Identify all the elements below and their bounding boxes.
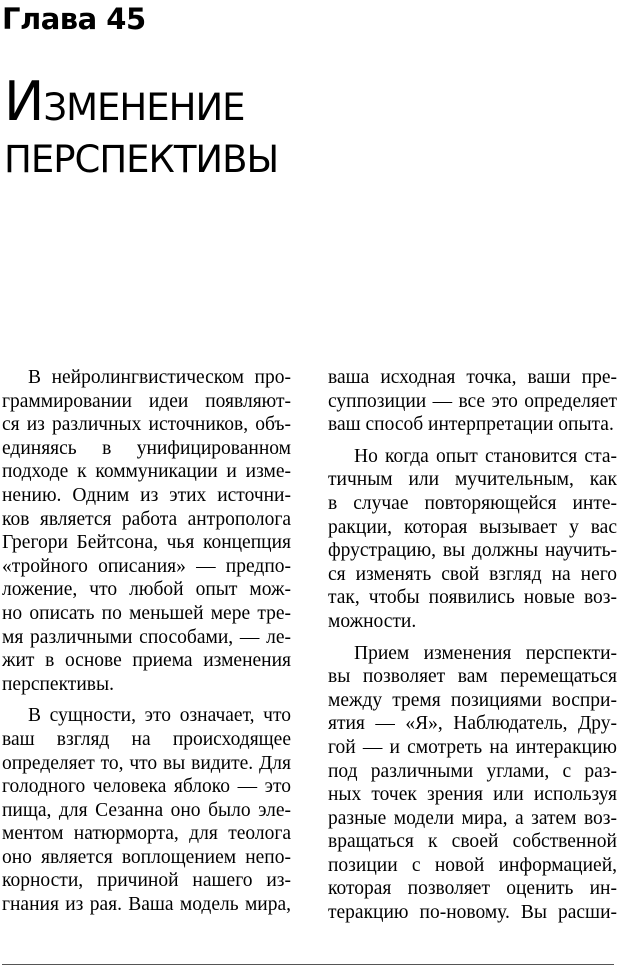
text-line: В нейролингвистическом про- — [28, 367, 291, 388]
text-line: но описать по меньшей мере тре- — [2, 602, 291, 624]
text-line: Прием изменения перспекти- — [354, 642, 617, 664]
text-line: ложение, что любой опыт мож- — [2, 579, 291, 601]
text-line: ных точек зрения или используя — [328, 784, 617, 806]
paragraph-gap — [328, 634, 617, 642]
text-line: ментом натюрморта, для теолога — [2, 823, 291, 845]
text-line: в случае повторяющейся инте- — [328, 492, 617, 514]
text-line: определяет то, что вы видите. Для — [2, 752, 291, 774]
text-line: жит в основе приема изменения — [2, 650, 291, 672]
text-line: фрустрацию, вы должны научить- — [328, 540, 617, 562]
text-line: позиции с новой информацией, — [328, 854, 617, 876]
text-line: нению. Одним из этих источни- — [2, 484, 291, 506]
text-line: ваш способ интерпретации опыта. — [328, 414, 614, 436]
text-line: которая позволяет оценить ин- — [328, 878, 617, 900]
paragraph-gap — [2, 696, 291, 704]
chapter-label: Глава 45 — [2, 2, 146, 36]
text-line: под различными углами, с раз- — [328, 760, 617, 782]
chapter-title — [4, 70, 614, 186]
text-line: голодного человека яблоко — это — [2, 776, 291, 798]
footer-rule — [2, 964, 614, 965]
text-line: перспективы. — [2, 673, 114, 695]
text-line: оно является воплощением непо- — [2, 846, 291, 868]
text-line: ваш взгляд на происходящее — [2, 728, 291, 750]
chapter-title-line-2: ПЕРСПЕКТИВЫ — [4, 138, 279, 181]
text-line: вращаться к своей собственной — [328, 831, 617, 853]
text-line: суппозиции — все это определяет — [328, 390, 617, 412]
text-line: вы позволяет вам перемещаться — [328, 666, 617, 688]
paragraph-gap — [328, 437, 617, 445]
text-line: гой — и смотреть на интеракцию — [328, 736, 617, 758]
text-line: граммировании идеи появляют- — [2, 390, 291, 412]
text-line: так, чтобы появились новые воз- — [328, 587, 617, 609]
text-line: можности. — [328, 610, 417, 632]
chapter-title-line-1: ИЗМЕНЕНИЕ — [4, 70, 245, 133]
text-line: между тремя позициями воспри- — [328, 689, 617, 711]
text-line: корности, причиной нашего из- — [2, 870, 291, 892]
text-line: ваша исходная точка, ваши пре- — [328, 367, 617, 388]
text-line: ся из различных источников, объ- — [2, 414, 291, 436]
text-line: ков является работа антрополога — [2, 508, 291, 530]
text-line: теракцию по-новому. Вы расши- — [328, 902, 617, 924]
text-line: тичным или мучительным, как — [328, 469, 617, 491]
text-line: пища, для Сезанна оно было эле- — [2, 799, 291, 821]
text-line: ятия — «Я», Наблюдатель, Дру- — [328, 713, 617, 735]
text-line: Но когда опыт становится ста- — [354, 445, 617, 467]
left-text-column — [2, 366, 291, 917]
text-line: подходе к коммуникации и изме- — [2, 461, 291, 483]
text-line: В сущности, это означает, что — [28, 705, 291, 727]
text-line: разные модели мира, а затем воз- — [328, 807, 617, 829]
text-line: Грегори Бейтсона, чья концепция — [2, 532, 291, 554]
text-line: мя различными способами, — ле- — [2, 626, 291, 648]
text-line: гнания из рая. Ваша модель мира, — [2, 894, 291, 916]
right-text-column — [328, 366, 617, 925]
text-line: ся изменять свой взгляд на него — [328, 563, 617, 585]
text-line: «тройного описания» — предпо- — [2, 555, 291, 577]
text-line: единяясь в унифицированном — [2, 437, 291, 459]
text-line: ракции, которая вызывает у вас — [328, 516, 617, 538]
